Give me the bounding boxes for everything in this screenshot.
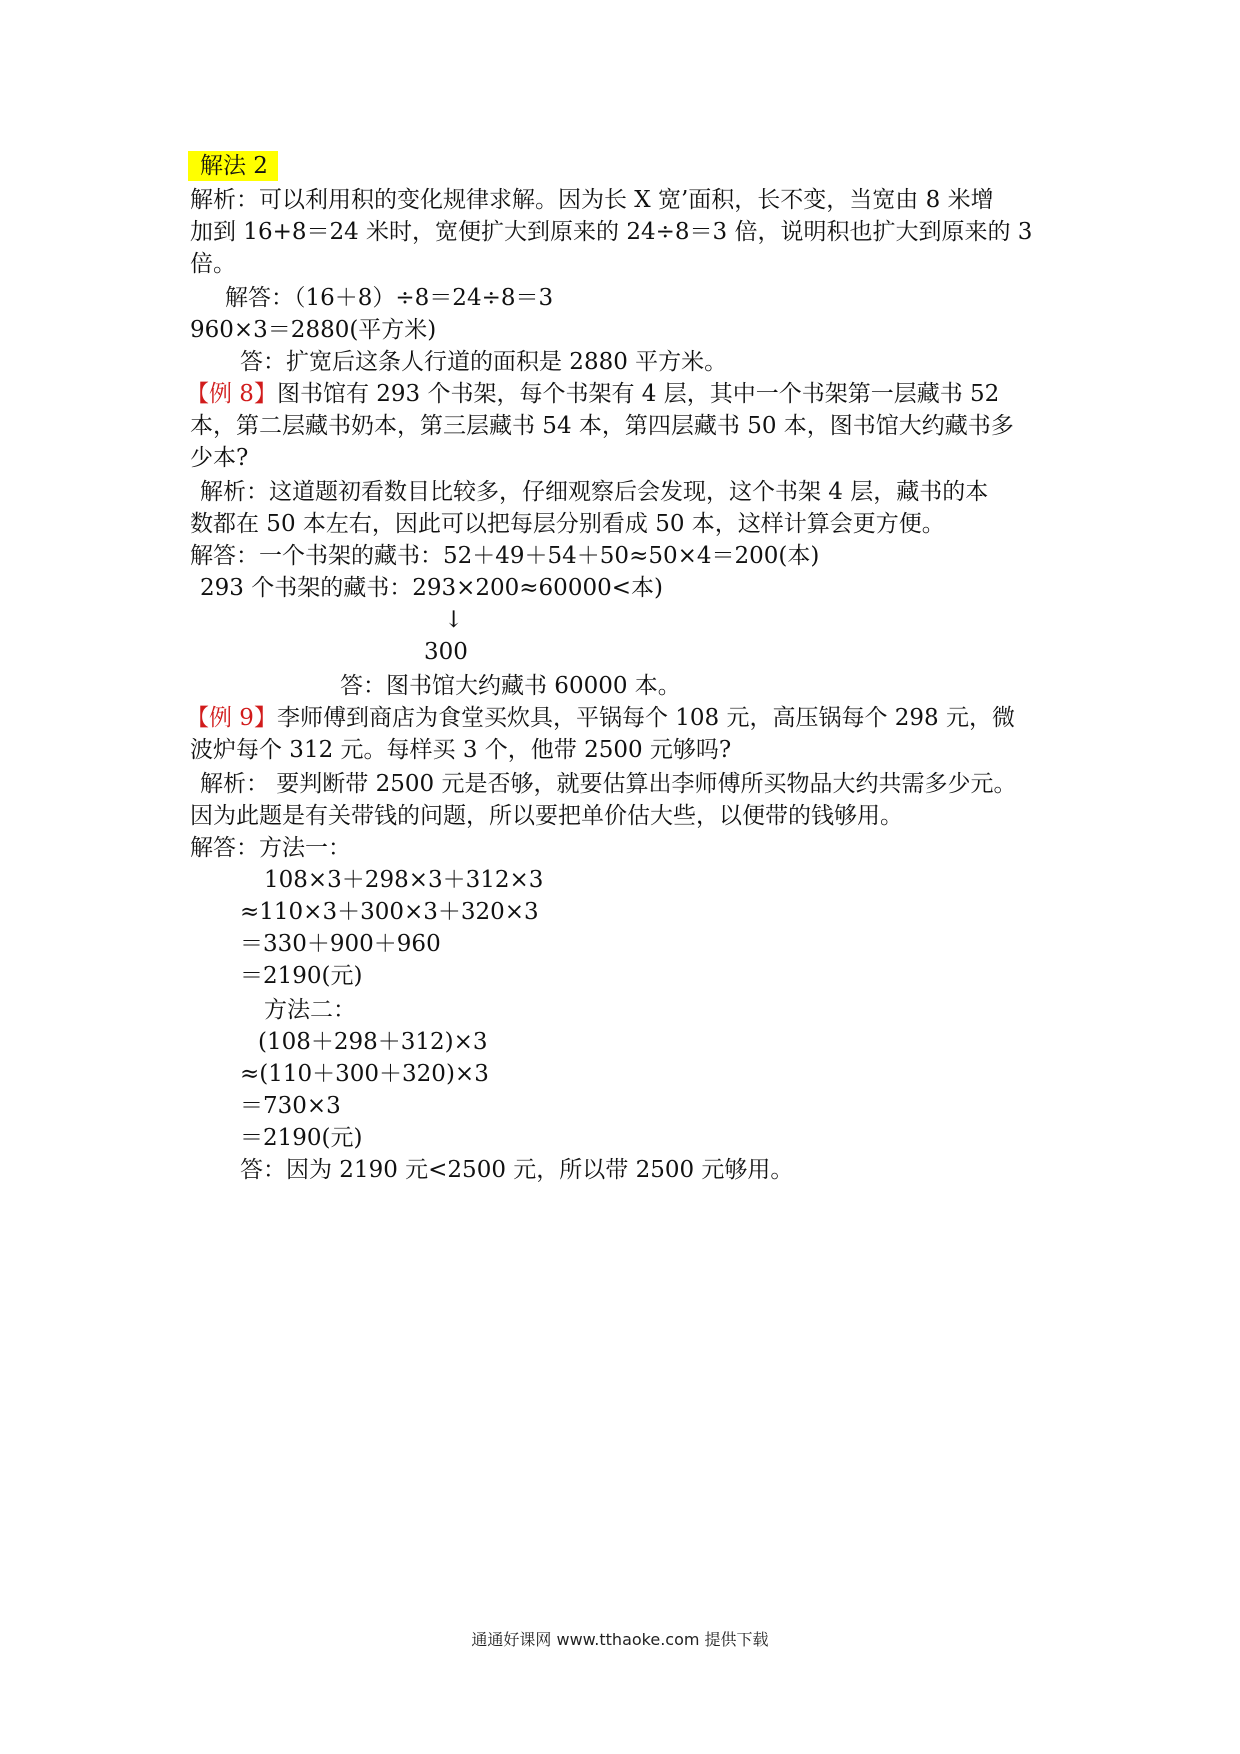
solution-heading [188, 150, 278, 183]
question-text: 图书馆有 293 个书架，每个书架有 4 层，其中一个书架第一层藏书 52 [276, 381, 1000, 407]
example-8-question [186, 378, 999, 411]
analysis-line: 解析： 要判断带 2500 元是否够，就要估算出李师傅所买物品大约共需多少元。 [200, 771, 1017, 797]
solution-heading-highlight: 解法 2 [188, 151, 278, 181]
calc-line: ＝2190(元) [240, 1125, 363, 1151]
method-2-label: 方法二： [264, 997, 356, 1023]
question-line: 本，第二层藏书奶本，第三层藏书 54 本，第四层藏书 50 本，图书馆大约藏书多 [190, 413, 1014, 439]
calc-line: (108＋298＋312)×3 [258, 1029, 488, 1055]
calc-line: ＝330＋900＋960 [240, 931, 441, 957]
analysis-line: 因为此题是有关带钱的问题，所以要把单价估大些，以便带的钱够用。 [190, 803, 903, 829]
calc-line: ≈(110＋300＋320)×3 [240, 1061, 489, 1087]
analysis-line: 加到 16+8＝24 米时，宽便扩大到原来的 24÷8＝3 倍，说明积也扩大到原来的 3 [190, 219, 1033, 245]
answer-line: 960×3＝2880(平方米) [190, 317, 437, 343]
approx-value: 300 [424, 639, 468, 665]
footer-text: 通通好课网 www.tthaoke.com 提供下载 [471, 1630, 769, 1649]
final-answer: 答：扩宽后这条人行道的面积是 2880 平方米。 [240, 349, 728, 375]
final-answer: 答：因为 2190 元<2500 元，所以带 2500 元够用。 [240, 1157, 794, 1183]
calc-line: ≈110×3＋300×3＋320×3 [240, 899, 539, 925]
calc-line: 108×3＋298×3＋312×3 [264, 867, 544, 893]
down-arrow-icon: ↓ [444, 607, 464, 633]
question-line: 少本? [190, 445, 249, 471]
final-answer: 答：图书馆大约藏书 60000 本。 [340, 673, 681, 699]
example-9-label: 【例 9】 [186, 705, 277, 731]
analysis-line: 倍。 [190, 251, 236, 277]
example-8-label: 【例 8】 [186, 381, 277, 407]
calc-line: ＝730×3 [240, 1093, 341, 1119]
analysis-line: 解析：这道题初看数目比较多，仔细观察后会发现，这个书架 4 层，藏书的本 [200, 479, 989, 505]
answer-line: 解答：（16＋8）÷8＝24÷8＝3 [225, 285, 554, 311]
method-1-label: 解答：方法一： [190, 835, 351, 861]
example-9-question [186, 702, 1015, 735]
calc-line: ＝2190(元) [240, 963, 363, 989]
analysis-line: 数都在 50 本左右，因此可以把每层分别看成 50 本，这样计算会更方便。 [190, 511, 945, 537]
answer-line: 解答：一个书架的藏书：52＋49＋54＋50≈50×4＝200(本) [190, 543, 820, 569]
analysis-line: 解析：可以利用积的变化规律求解。因为长 X 宽’面积，长不变，当宽由 8 米增 [190, 187, 994, 213]
question-line: 波炉每个 312 元。每样买 3 个，他带 2500 元够吗? [190, 737, 732, 763]
question-text: 李师傅到商店为食堂买炊具，平锅每个 108 元，高压锅每个 298 元，微 [276, 705, 1015, 731]
answer-line: 293 个书架的藏书：293×200≈60000<本) [200, 575, 663, 601]
